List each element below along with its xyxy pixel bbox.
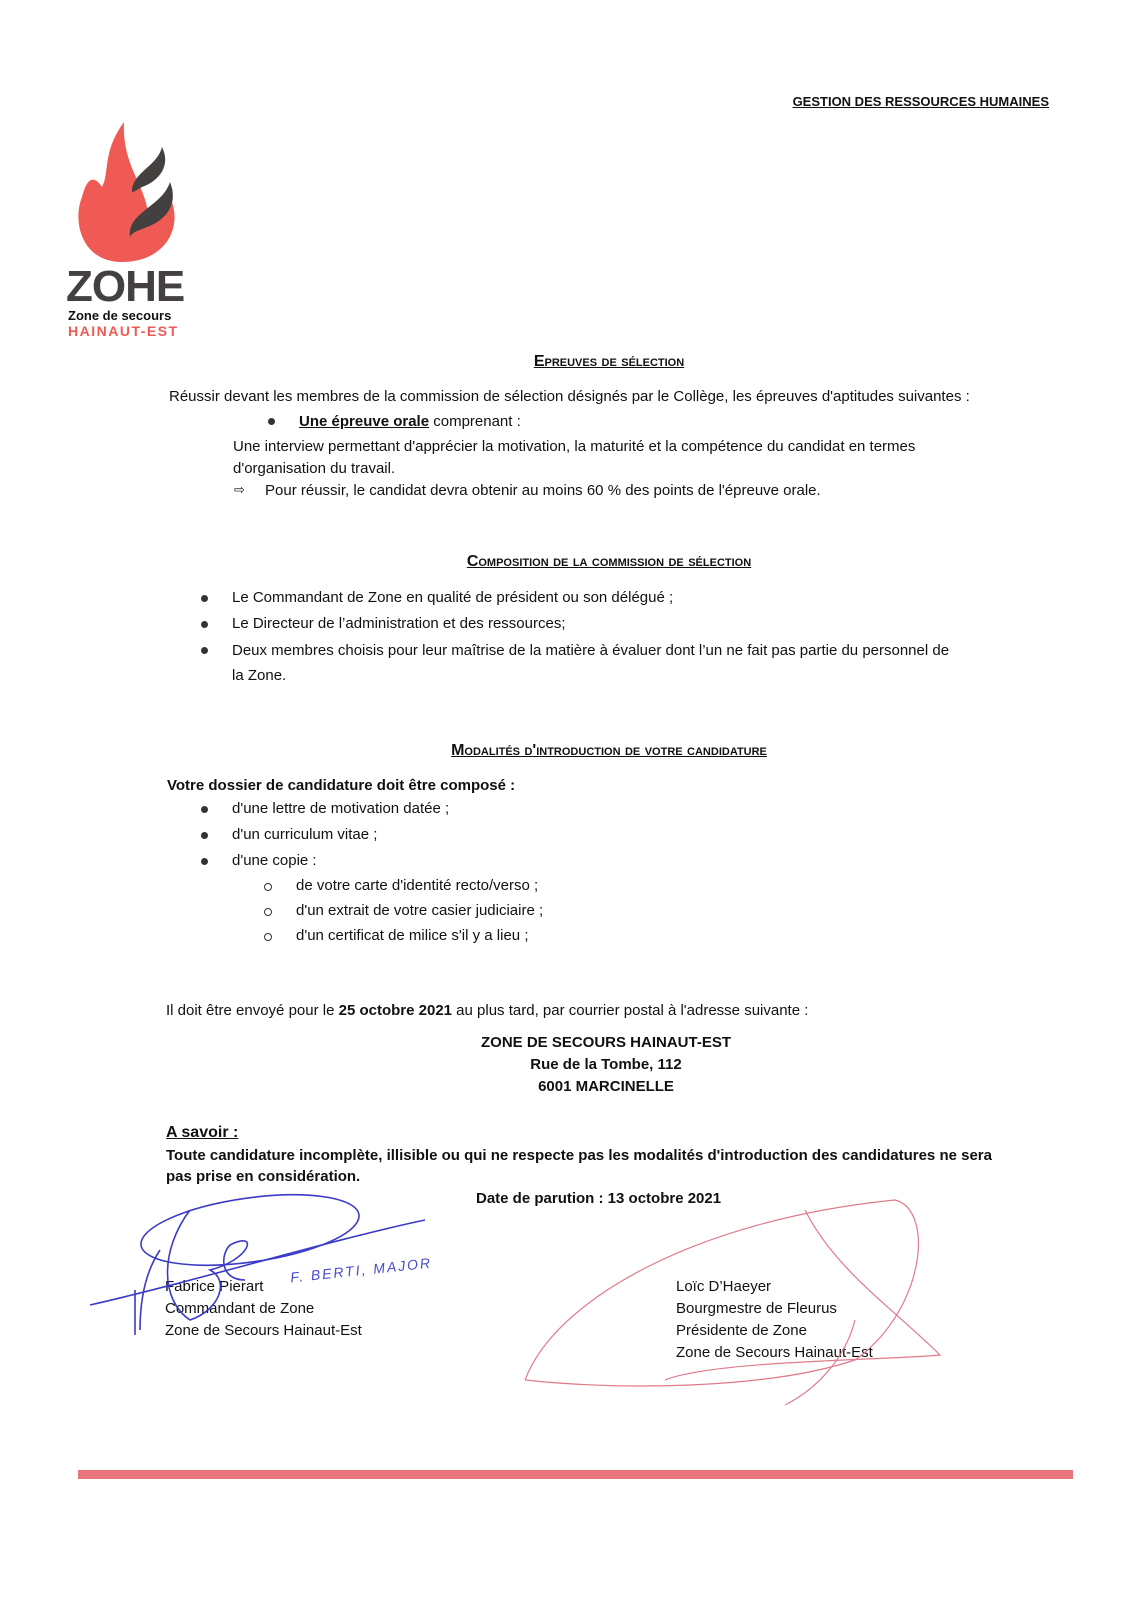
right-signature (515, 1190, 945, 1410)
epreuve-orale-suffix: comprenant : (429, 413, 521, 430)
handwritten-annotation: F. BERTI, MAJOR (289, 1254, 433, 1286)
epreuve-orale-label: Une épreuve orale (299, 413, 430, 430)
dossier-lead: Votre dossier de candidature doit être composé : (167, 777, 516, 794)
bullet-icon (201, 806, 208, 813)
dossier-subitem: d'un extrait de votre casier judiciaire ; (296, 902, 544, 919)
right-signatory-title: Présidente de Zone (676, 1322, 807, 1339)
logo-line2: HAINAUT-EST (68, 323, 179, 339)
bullet-icon (201, 858, 208, 865)
note-title: A savoir : (166, 1124, 239, 1141)
left-signature (80, 1190, 440, 1350)
success-criteria: Pour réussir, le candidat devra obtenir au moins 60 % des points de l'épreuve orale. (265, 482, 821, 499)
epreuves-intro: Réussir devant les membres de la commission de sélection désignés par le Collège, les épreuves d'aptitudes suivantes : (169, 388, 970, 405)
send-prefix: Il doit être envoyé pour le (166, 1002, 339, 1019)
circle-bullet-icon (264, 933, 272, 941)
address-line: Rue de la Tombe, 112 (530, 1056, 682, 1073)
composition-item-cont: la Zone. (232, 667, 287, 684)
address-line: ZONE DE SECOURS HAINAUT-EST (480, 1034, 732, 1051)
epreuve-desc-line2: d'organisation du travail. (233, 460, 396, 477)
right-signatory-name: Loïc D’Haeyer (676, 1278, 772, 1295)
bullet-icon (201, 647, 208, 654)
composition-item: Le Commandant de Zone en qualité de président ou son délégué ; (232, 589, 674, 606)
dossier-item: d'une lettre de motivation datée ; (232, 800, 450, 817)
bullet-icon (201, 832, 208, 839)
flame-icon (62, 112, 192, 282)
epreuve-orale-item (299, 413, 521, 430)
send-deadline: 25 octobre 2021 (338, 1002, 453, 1019)
circle-bullet-icon (264, 883, 272, 891)
section-title-epreuves: Epreuves de sélection (533, 353, 685, 370)
epreuve-desc-line1: Une interview permettant d'apprécier la motivation, la maturité et la compétence du candidat en termes (233, 438, 916, 455)
dossier-subitem: d'un certificat de milice s'il y a lieu ; (296, 927, 529, 944)
bullet-icon (201, 595, 208, 602)
send-instructions (166, 1002, 808, 1019)
logo-line1: Zone de secours (68, 308, 172, 323)
zohe-logo (62, 112, 192, 344)
footer-bar (78, 1470, 1073, 1479)
right-signatory-org: Zone de Secours Hainaut-Est (676, 1344, 873, 1361)
dossier-item: d'une copie : (232, 852, 317, 869)
logo-name: ZOHE (66, 262, 185, 311)
bullet-icon (201, 621, 208, 628)
publication-date: Date de parution : 13 octobre 2021 (476, 1190, 722, 1207)
note-line1: Toute candidature incomplète, illisible ou qui ne respecte pas les modalités d'introduction des candidatures ne sera (166, 1147, 992, 1164)
arrow-icon: ⇨ (234, 482, 245, 497)
composition-item: Le Directeur de l’administration et des ressources; (232, 615, 566, 632)
left-signatory-role: Commandant de Zone (165, 1300, 315, 1317)
address-line: 6001 MARCINELLE (538, 1078, 674, 1095)
dossier-subitem: de votre carte d'identité recto/verso ; (296, 877, 539, 894)
section-title-modalites: Modalités d'introduction de votre candidature (451, 742, 767, 759)
composition-item: Deux membres choisis pour leur maîtrise de la matière à évaluer dont l’un ne fait pas partie du personnel de (232, 642, 950, 659)
dossier-item: d'un curriculum vitae ; (232, 826, 378, 843)
circle-bullet-icon (264, 908, 272, 916)
department-header: GESTION DES RESSOURCES HUMAINES (792, 94, 1049, 109)
right-signatory-role: Bourgmestre de Fleurus (676, 1300, 837, 1317)
section-title-composition: Composition de la commission de sélection (466, 553, 752, 570)
note-line2: pas prise en considération. (166, 1168, 361, 1185)
left-signatory-name: Fabrice Pierart (165, 1278, 264, 1295)
left-signatory-org: Zone de Secours Hainaut-Est (165, 1322, 362, 1339)
send-suffix: au plus tard, par courrier postal à l'adresse suivante : (452, 1002, 809, 1019)
bullet-icon (268, 418, 275, 425)
